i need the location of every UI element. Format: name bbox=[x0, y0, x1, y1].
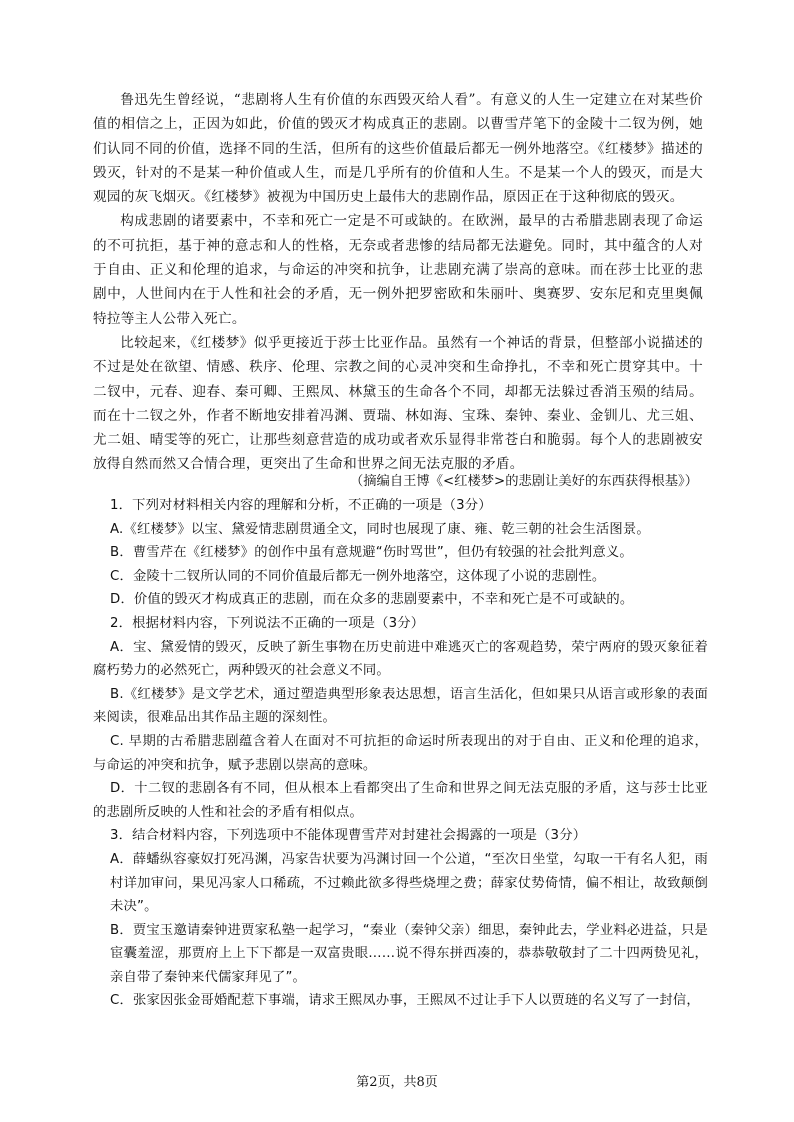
option-a: A.《红楼梦》以宝、黛爱情悲剧贯通全文，同时也展现了康、雍、乾三朝的社会生活图景。 bbox=[110, 521, 650, 537]
question-1 bbox=[110, 494, 708, 612]
passage-source: （摘编自王博《<红楼梦>的悲剧让美好的东西获得根基》） bbox=[349, 474, 698, 489]
reading-passage bbox=[93, 88, 703, 477]
passage-paragraph-2: 构成悲剧的诸要素中，不幸和死亡一定是不可或缺的。在欧洲，最早的古希腊悲剧表现了命运的不可抗拒，基于神的意志和人的性格，无奈或者悲惨的结局都无法避免。同时，其中蕴含的人对于自由、正义和伦理的追求，与命运的冲突和抗争，让悲剧充满了崇高的意味。而在莎士比亚的悲剧中，人世间内在于人性和社会的矛盾，无一例外把罗密欧和朱丽叶、奥赛罗、安东尼和克里奥佩特拉等主人公带入死亡。 bbox=[93, 213, 703, 327]
question-3 bbox=[110, 824, 708, 1013]
option-b: B.《红楼梦》是文学艺术，通过塑造典型形象表达思想，语言生活化，但如果只从语言或形象的表面来阅读，很难品出其作品主题的深刻性。 bbox=[93, 686, 708, 726]
question-2 bbox=[93, 612, 708, 824]
option-c: C．金陵十二钗所认同的不同价值最后都无一例外地落空，这体现了小说的悲剧性。 bbox=[110, 568, 606, 584]
question-stem: 2．根据材料内容，下列说法不正确的一项是（3分） bbox=[110, 615, 425, 631]
passage-paragraph-3: 比较起来，《红楼梦》似乎更接近于莎士比亚作品。虽然有一个神话的背景，但整部小说描述的不过是处在欲望、情感、秩序、伦理、宗教之间的心灵冲突和生命挣扎，不幸和死亡贯穿其中。十二钗中，元春、迎春、秦可卿、王熙凤、林黛玉的生命各个不同，却都无法躲过香消玉殒的结局。而在十二钗之外，作者不断地安排着冯渊、贾瑞、林如海、宝珠、秦钟、秦业、金钏儿、尤三姐、尤二姐、晴雯等的死亡，让那些刻意营造的成功或者欢乐显得非常苍白和脆弱。每个人的悲剧被安放得自然而然又合情合理，更突出了生命和世界之间无法克服的矛盾。 bbox=[93, 334, 703, 473]
option-b: B．贾宝玉邀请秦钟进贾家私塾一起学习，“秦业（秦钟父亲）细思，秦钟此去，学业料必进益，只是宦囊羞涩，那贾府上上下下都是一双富贵眼……说不得东拼西凑的，恭恭敬敬封了二十四两贽见礼，亲自带了秦钟来代儒家拜见了”。 bbox=[110, 922, 708, 985]
option-a: A．宝、黛爱情的毁灭，反映了新生事物在历史前进中难逃灭亡的客观趋势，荣宁两府的毁灭象征着腐朽势力的必然死亡，两种毁灭的社会意义不同。 bbox=[93, 639, 708, 679]
question-stem: 1．下列对材料相关内容的理解和分析，不正确的一项是（3分） bbox=[110, 498, 492, 513]
option-a: A．薛蟠纵容豪奴打死冯渊，冯家告状要为冯渊讨回一个公道，“至次日坐堂，勾取一干有名人犯，雨村详加审问，果见冯家人口稀疏，不过赖此欲多得些烧埋之费；薛家仗势倚情，偏不相让，故致颠倒未决”。 bbox=[110, 851, 708, 915]
question-list bbox=[93, 494, 708, 1013]
option-c: C. 早期的古希腊悲剧蕴含着人在面对不可抗拒的命运时所表现出的对于自由、正义和伦理的追求，与命运的冲突和抗争，赋予悲剧以崇高的意味。 bbox=[93, 733, 708, 773]
option-d: D．价值的毁灭才构成真正的悲剧，而在众多的悲剧要素中，不幸和死亡是不可或缺的。 bbox=[110, 592, 634, 608]
question-stem: 3．结合材料内容，下列选项中不能体现曹雪芹对封建社会揭露的一项是（3分） bbox=[110, 828, 587, 844]
option-d: D．十二钗的悲剧各有不同，但从根本上看都突出了生命和世界之间无法克服的矛盾，这与莎士比亚的悲剧所反映的人性和社会的矛盾有相似点。 bbox=[93, 781, 708, 820]
page-number: 第2页，共8页 bbox=[356, 1075, 438, 1090]
option-b: B．曹雪芹在《红楼梦》的创作中虽有意规避“伤时骂世”，但仍有较强的社会批判意义。 bbox=[110, 545, 633, 561]
option-c: C．张家因张金哥婚配惹下事端，请求王熙凤办事，王熙凤不过让手下人以贾琏的名义写了一封信， bbox=[110, 993, 700, 1009]
passage-paragraph-1: 鲁迅先生曾经说，“悲剧将人生有价值的东西毁灭给人看”。有意义的人生一定建立在对某些价值的相信之上，正因为如此，价值的毁灭才构成真正的悲剧。以曹雪芹笔下的金陵十二钗为例，她们认同不同的价值，选择不同的生活，但所有的这些价值最后都无一例外地落空。《红楼梦》描述的毁灭，针对的不是某一种价值或人生，而是几乎所有的价值和人生。不是某一个人的毁灭，而是大观园的灰飞烟灭。《红楼梦》被视为中国历史上最伟大的悲剧作品，原因正在于这种彻底的毁灭。 bbox=[93, 92, 703, 206]
